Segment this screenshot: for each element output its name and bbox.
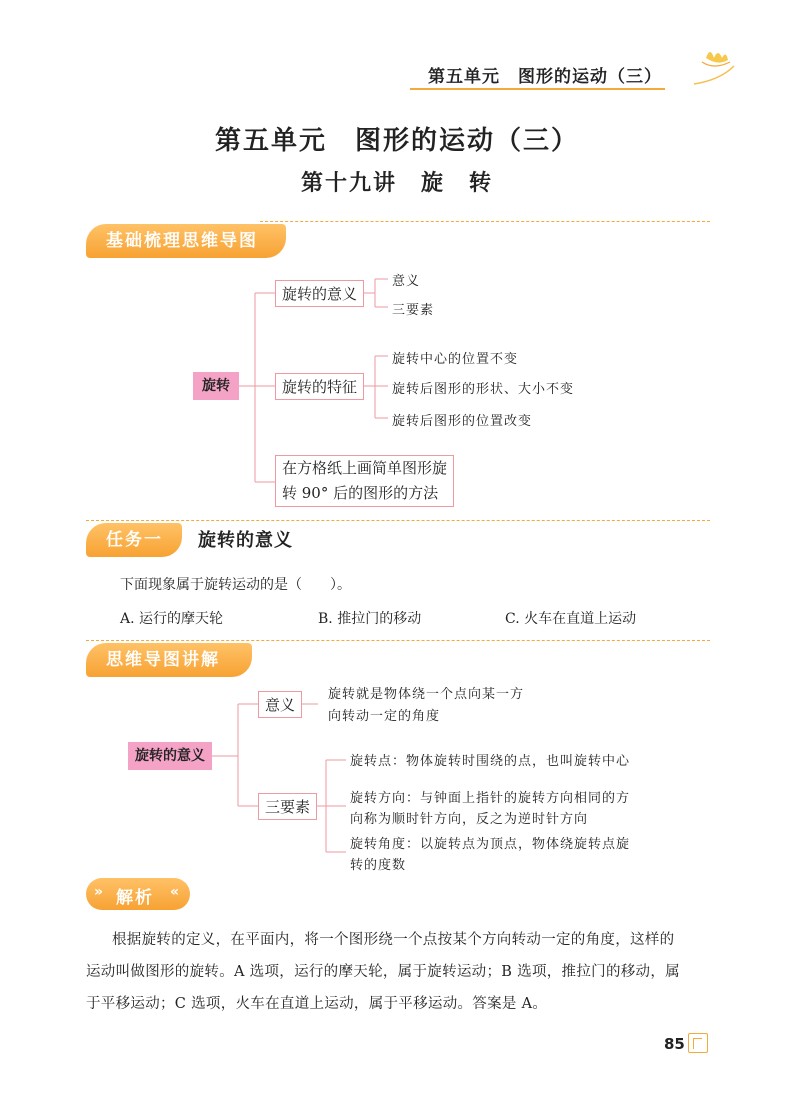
- lecture-title: 第十九讲 旋 转: [300, 171, 493, 196]
- analysis-line-1: 根据旋转的定义，在平面内，将一个图形绕一个点按某个方向转动一定的角度，这样的: [112, 932, 675, 948]
- leaf-meaning: 意义: [392, 274, 421, 289]
- question-text: 下面现象属于旋转运动的是（ ）。: [120, 577, 351, 593]
- leaf-feature-3: 旋转后图形的位置改变: [392, 414, 533, 429]
- element-point: 旋转点：物体旋转时围绕的点，也叫旋转中心: [350, 754, 631, 769]
- page-number: 85: [664, 1035, 685, 1053]
- analysis-line-3: 于平移运动；C 选项，火车在直道上运动，属于平移运动。答案是 A。: [86, 996, 548, 1012]
- element-direction: [350, 788, 630, 830]
- branch-method-line2: 转 90° 后的图形的方法: [282, 484, 439, 502]
- branch-feature: 旋转的特征: [275, 373, 364, 400]
- direction-line2: 向称为顺时针方向，反之为逆时针方向: [350, 812, 589, 827]
- divider: [86, 520, 710, 521]
- meaning-line1: 旋转就是物体绕一个点向某一方: [328, 687, 525, 702]
- explain-branch-elements: 三要素: [258, 793, 317, 820]
- angle-line1: 旋转角度：以旋转点为顶点，物体绕旋转点旋: [350, 837, 631, 852]
- task-title: 旋转的意义: [198, 530, 293, 551]
- double-chevron-right-icon: »: [94, 884, 104, 900]
- divider: [86, 640, 710, 641]
- option-b: B. 推拉门的移动: [318, 611, 422, 627]
- double-chevron-left-icon: «: [170, 884, 180, 900]
- explain-branch-meaning: 意义: [258, 691, 302, 718]
- analysis-line-2: 运动叫做图形的旋转。A 选项，运行的摩天轮，属于旋转运动；B 选项，推拉门的移动，属: [86, 964, 680, 980]
- leaf-feature-1: 旋转中心的位置不变: [392, 352, 519, 367]
- branch-meaning: 旋转的意义: [275, 280, 364, 307]
- section-tab-mindmap: 基础梳理思维导图: [86, 224, 286, 258]
- explain-root: 旋转的意义: [128, 742, 212, 770]
- element-angle: [350, 834, 630, 876]
- mindmap-root: 旋转: [193, 372, 239, 400]
- running-header: 第五单元 图形的运动（三）: [428, 67, 662, 87]
- page-title: 第五单元 图形的运动（三）: [214, 126, 579, 156]
- analysis-badge: [86, 878, 190, 910]
- leaf-feature-2: 旋转后图形的形状、大小不变: [392, 382, 575, 397]
- analysis-label: 解析: [116, 888, 154, 908]
- section-tab-explain: 思维导图讲解: [86, 643, 252, 677]
- leaf-three-elements: 三要素: [392, 303, 435, 318]
- angle-line2: 转的度数: [350, 858, 407, 873]
- option-a: A. 运行的摩天轮: [120, 611, 224, 627]
- branch-method-line1: 在方格纸上画简单图形旋: [282, 459, 448, 477]
- meaning-definition: [328, 684, 524, 728]
- task-tab: 任务一: [86, 523, 182, 557]
- branch-method: [275, 455, 454, 507]
- page-corner-mark: [688, 1033, 708, 1053]
- option-c: C. 火车在直道上运动: [505, 611, 637, 627]
- meaning-line2: 向转动一定的角度: [328, 709, 441, 724]
- direction-line1: 旋转方向：与钟面上指针的旋转方向相同的方: [350, 791, 631, 806]
